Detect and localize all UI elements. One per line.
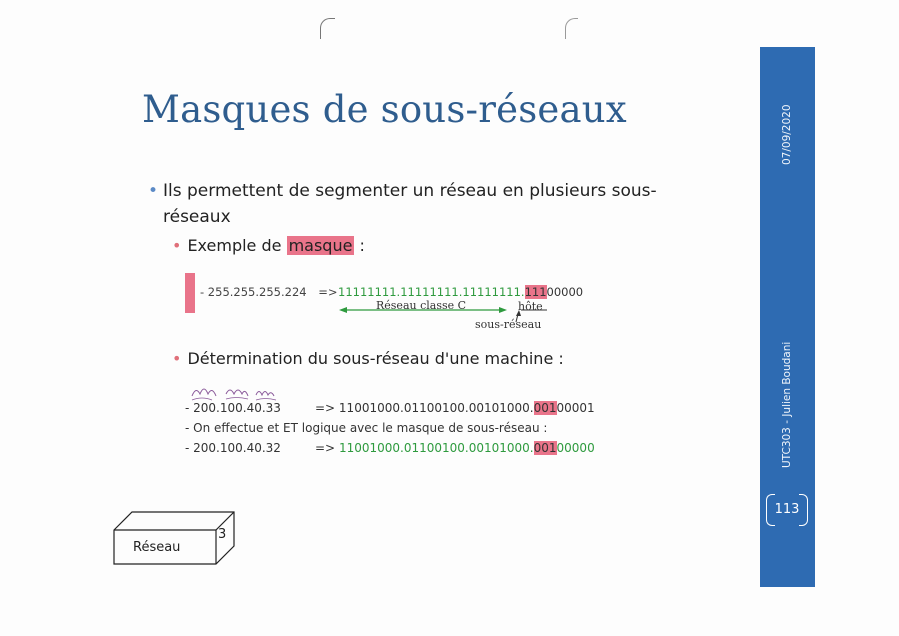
box-label: Réseau (133, 540, 181, 555)
bits-subnet: 111 (524, 285, 547, 299)
label-reseau-classe-c: Réseau classe C (376, 299, 467, 312)
example-arrow: => (318, 285, 338, 299)
box-number: 3 (218, 527, 227, 542)
determination-line-ip (185, 401, 595, 415)
example-highlight: masque (288, 236, 353, 255)
example-mask-line (200, 285, 338, 299)
determination-line-and: - On effectue et ET logique avec le masque de sous-réseau : (185, 421, 548, 435)
bracket-right-icon (799, 494, 808, 526)
determination-line-result (185, 441, 595, 455)
example-mask: - 255.255.255.224 (200, 285, 307, 299)
label-hote: hôte (518, 300, 543, 313)
bits-host: 00000 (546, 285, 584, 299)
scan-corner-mark (565, 18, 578, 39)
page-number-badge (764, 492, 810, 528)
ip-address: - 200.100.40.33 (185, 401, 281, 415)
label-sous-reseau: sous-réseau (475, 318, 542, 331)
determination-text: Détermination du sous-réseau d'une machine : (187, 349, 564, 368)
bullet-example (172, 236, 365, 255)
bracket-left-icon (766, 494, 775, 526)
example-suffix: : (354, 236, 365, 255)
bullet-main (148, 178, 708, 230)
result-bits-subnet: 001 (533, 441, 557, 455)
bullet-main-text: Ils permettent de segmenter un réseau en plusieurs sous-réseaux (163, 181, 657, 227)
ip-bits-subnet: 001 (533, 401, 557, 415)
result-bits-a: 11001000.01100100.00101000. (338, 441, 534, 455)
result-address: - 200.100.40.32 (185, 441, 281, 455)
slide-date: 07/09/2020 (781, 104, 793, 165)
ip-bits-a: => 11001000.01100100.00101000. (315, 401, 534, 415)
result-bits-b: 00000 (556, 441, 595, 455)
result-arrow: => (315, 441, 336, 455)
slide-author: UTC303 - Julien Boudani (781, 341, 793, 469)
handwritten-scribble-icon (190, 380, 300, 402)
bullet-dot-icon: • (148, 181, 159, 201)
bullet-dot-icon: • (172, 236, 182, 255)
highlight-mark (185, 273, 195, 313)
bits-network: 11111111.11111111.11111111. (338, 285, 525, 299)
slide-title: Masques de sous-réseaux (142, 88, 627, 131)
example-prefix: Exemple de (187, 236, 282, 255)
scan-corner-mark (320, 18, 335, 39)
ip-bits-b: 00001 (556, 401, 595, 415)
bullet-determination (172, 349, 564, 368)
example-mask-bits (338, 285, 583, 299)
page-number: 113 (774, 502, 800, 517)
bullet-dot-icon: • (172, 349, 182, 368)
